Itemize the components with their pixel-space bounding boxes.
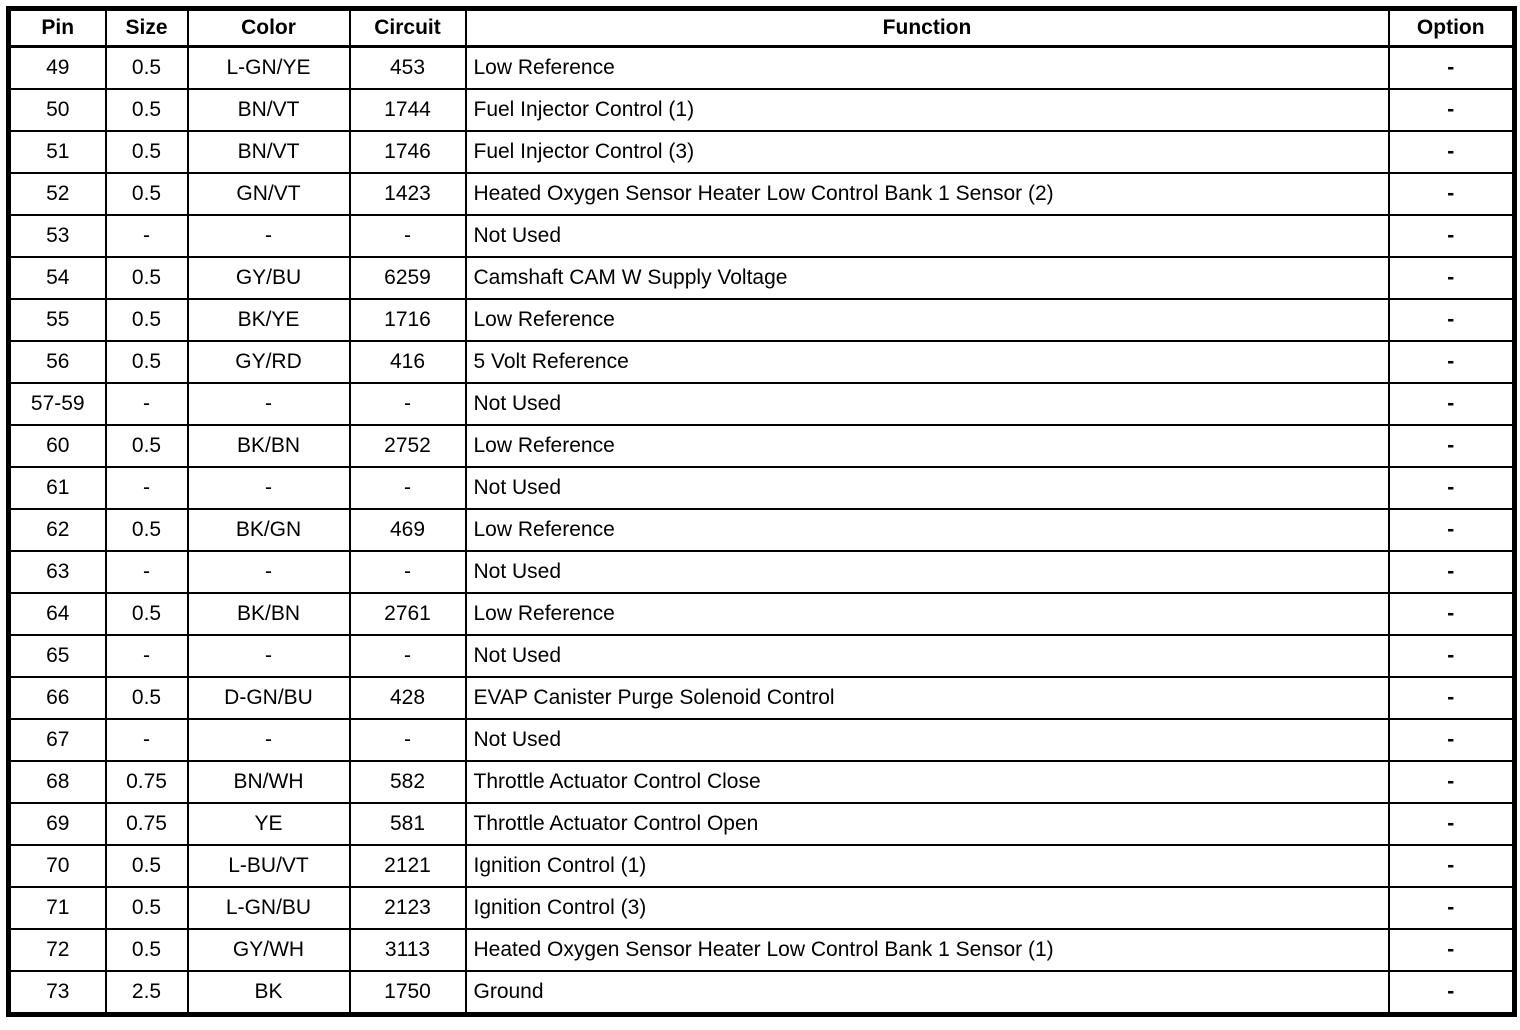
cell-size: 0.5: [106, 299, 188, 341]
table-row: [9, 299, 1515, 341]
cell-color: -: [188, 635, 350, 677]
cell-size: 0.5: [106, 929, 188, 971]
cell-function: Ground: [466, 971, 1389, 1015]
cell-option: -: [1389, 89, 1515, 131]
cell-pin: 56: [9, 341, 106, 383]
table-row: [9, 845, 1515, 887]
cell-circuit: -: [350, 551, 466, 593]
cell-function: Heated Oxygen Sensor Heater Low Control Bank 1 Sensor (1): [466, 929, 1389, 971]
table-row: [9, 341, 1515, 383]
cell-function: Ignition Control (3): [466, 887, 1389, 929]
cell-color: BN/WH: [188, 761, 350, 803]
cell-option: -: [1389, 719, 1515, 761]
cell-option: -: [1389, 215, 1515, 257]
column-header-option: Option: [1389, 9, 1515, 47]
cell-color: L-BU/VT: [188, 845, 350, 887]
cell-size: 0.5: [106, 887, 188, 929]
cell-circuit: 2123: [350, 887, 466, 929]
cell-color: GY/RD: [188, 341, 350, 383]
cell-color: GN/VT: [188, 173, 350, 215]
cell-size: 0.5: [106, 173, 188, 215]
cell-circuit: 1716: [350, 299, 466, 341]
cell-function: Low Reference: [466, 47, 1389, 90]
cell-size: -: [106, 383, 188, 425]
cell-function: Not Used: [466, 719, 1389, 761]
cell-option: -: [1389, 887, 1515, 929]
cell-size: 2.5: [106, 971, 188, 1015]
cell-pin: 64: [9, 593, 106, 635]
cell-size: -: [106, 215, 188, 257]
cell-option: -: [1389, 257, 1515, 299]
table-row: [9, 887, 1515, 929]
cell-option: -: [1389, 425, 1515, 467]
cell-pin: 73: [9, 971, 106, 1015]
cell-circuit: 1750: [350, 971, 466, 1015]
cell-circuit: -: [350, 719, 466, 761]
cell-option: -: [1389, 971, 1515, 1015]
table-row: [9, 215, 1515, 257]
cell-pin: 72: [9, 929, 106, 971]
cell-pin: 55: [9, 299, 106, 341]
cell-circuit: 1744: [350, 89, 466, 131]
cell-function: Camshaft CAM W Supply Voltage: [466, 257, 1389, 299]
table-row: [9, 677, 1515, 719]
cell-pin: 51: [9, 131, 106, 173]
cell-pin: 65: [9, 635, 106, 677]
cell-size: 0.5: [106, 47, 188, 90]
cell-function: Throttle Actuator Control Open: [466, 803, 1389, 845]
cell-function: Fuel Injector Control (1): [466, 89, 1389, 131]
cell-circuit: 428: [350, 677, 466, 719]
cell-size: 0.5: [106, 677, 188, 719]
cell-pin: 53: [9, 215, 106, 257]
cell-pin: 52: [9, 173, 106, 215]
cell-size: 0.75: [106, 761, 188, 803]
cell-option: -: [1389, 551, 1515, 593]
cell-function: Low Reference: [466, 593, 1389, 635]
cell-function: 5 Volt Reference: [466, 341, 1389, 383]
cell-size: 0.5: [106, 509, 188, 551]
cell-function: Heated Oxygen Sensor Heater Low Control Bank 1 Sensor (2): [466, 173, 1389, 215]
table-row: [9, 803, 1515, 845]
cell-pin: 50: [9, 89, 106, 131]
cell-pin: 63: [9, 551, 106, 593]
cell-size: -: [106, 467, 188, 509]
cell-option: -: [1389, 383, 1515, 425]
cell-size: -: [106, 551, 188, 593]
cell-pin: 68: [9, 761, 106, 803]
cell-size: 0.5: [106, 89, 188, 131]
cell-function: Not Used: [466, 467, 1389, 509]
table-row: [9, 509, 1515, 551]
cell-function: Not Used: [466, 215, 1389, 257]
cell-pin: 60: [9, 425, 106, 467]
cell-circuit: -: [350, 215, 466, 257]
cell-option: -: [1389, 677, 1515, 719]
cell-color: BK/YE: [188, 299, 350, 341]
cell-option: -: [1389, 761, 1515, 803]
cell-pin: 69: [9, 803, 106, 845]
cell-color: -: [188, 551, 350, 593]
cell-color: D-GN/BU: [188, 677, 350, 719]
cell-pin: 71: [9, 887, 106, 929]
cell-option: -: [1389, 803, 1515, 845]
cell-function: Low Reference: [466, 299, 1389, 341]
cell-option: -: [1389, 299, 1515, 341]
cell-pin: 61: [9, 467, 106, 509]
cell-size: 0.5: [106, 341, 188, 383]
cell-color: BK/GN: [188, 509, 350, 551]
cell-option: -: [1389, 509, 1515, 551]
column-header-size: Size: [106, 9, 188, 47]
cell-function: EVAP Canister Purge Solenoid Control: [466, 677, 1389, 719]
cell-size: -: [106, 635, 188, 677]
cell-circuit: 1746: [350, 131, 466, 173]
cell-color: BK: [188, 971, 350, 1015]
cell-function: Low Reference: [466, 509, 1389, 551]
cell-size: 0.5: [106, 593, 188, 635]
cell-circuit: -: [350, 383, 466, 425]
cell-color: -: [188, 467, 350, 509]
cell-color: L-GN/YE: [188, 47, 350, 90]
cell-option: -: [1389, 341, 1515, 383]
cell-pin: 62: [9, 509, 106, 551]
table-row: [9, 89, 1515, 131]
cell-color: GY/WH: [188, 929, 350, 971]
cell-circuit: 6259: [350, 257, 466, 299]
cell-color: BN/VT: [188, 131, 350, 173]
cell-color: BK/BN: [188, 425, 350, 467]
cell-pin: 67: [9, 719, 106, 761]
table-row: [9, 173, 1515, 215]
cell-option: -: [1389, 845, 1515, 887]
cell-function: Low Reference: [466, 425, 1389, 467]
cell-circuit: 2752: [350, 425, 466, 467]
header-row: [9, 9, 1515, 47]
cell-color: -: [188, 383, 350, 425]
cell-pin: 70: [9, 845, 106, 887]
cell-circuit: 416: [350, 341, 466, 383]
table-row: [9, 551, 1515, 593]
cell-option: -: [1389, 929, 1515, 971]
cell-size: 0.75: [106, 803, 188, 845]
cell-size: 0.5: [106, 425, 188, 467]
cell-option: -: [1389, 47, 1515, 90]
table-row: [9, 47, 1515, 90]
column-header-circuit: Circuit: [350, 9, 466, 47]
column-header-pin: Pin: [9, 9, 106, 47]
cell-circuit: 581: [350, 803, 466, 845]
cell-function: Throttle Actuator Control Close: [466, 761, 1389, 803]
pinout-table-header: [9, 9, 1515, 47]
table-row: [9, 593, 1515, 635]
cell-function: Not Used: [466, 551, 1389, 593]
cell-color: L-GN/BU: [188, 887, 350, 929]
table-row: [9, 131, 1515, 173]
cell-circuit: 3113: [350, 929, 466, 971]
cell-circuit: 2761: [350, 593, 466, 635]
cell-size: 0.5: [106, 131, 188, 173]
table-row: [9, 635, 1515, 677]
column-header-function: Function: [466, 9, 1389, 47]
cell-circuit: 2121: [350, 845, 466, 887]
cell-pin: 54: [9, 257, 106, 299]
cell-pin: 66: [9, 677, 106, 719]
cell-circuit: 469: [350, 509, 466, 551]
cell-function: Not Used: [466, 635, 1389, 677]
pinout-table: [6, 6, 1517, 1017]
cell-pin: 49: [9, 47, 106, 90]
table-row: [9, 467, 1515, 509]
table-row: [9, 929, 1515, 971]
cell-circuit: 1423: [350, 173, 466, 215]
cell-option: -: [1389, 467, 1515, 509]
table-row: [9, 383, 1515, 425]
cell-circuit: 453: [350, 47, 466, 90]
cell-function: Fuel Injector Control (3): [466, 131, 1389, 173]
cell-circuit: 582: [350, 761, 466, 803]
cell-size: -: [106, 719, 188, 761]
cell-color: BK/BN: [188, 593, 350, 635]
table-row: [9, 425, 1515, 467]
table-row: [9, 761, 1515, 803]
cell-function: Not Used: [466, 383, 1389, 425]
cell-option: -: [1389, 593, 1515, 635]
cell-option: -: [1389, 131, 1515, 173]
cell-pin: 57-59: [9, 383, 106, 425]
cell-color: -: [188, 215, 350, 257]
cell-color: BN/VT: [188, 89, 350, 131]
cell-color: -: [188, 719, 350, 761]
cell-function: Ignition Control (1): [466, 845, 1389, 887]
table-row: [9, 257, 1515, 299]
cell-color: YE: [188, 803, 350, 845]
pinout-table-body: [9, 47, 1515, 1015]
cell-size: 0.5: [106, 845, 188, 887]
column-header-color: Color: [188, 9, 350, 47]
table-row: [9, 719, 1515, 761]
cell-circuit: -: [350, 635, 466, 677]
cell-circuit: -: [350, 467, 466, 509]
table-row: [9, 971, 1515, 1015]
cell-size: 0.5: [106, 257, 188, 299]
cell-option: -: [1389, 635, 1515, 677]
cell-option: -: [1389, 173, 1515, 215]
cell-color: GY/BU: [188, 257, 350, 299]
